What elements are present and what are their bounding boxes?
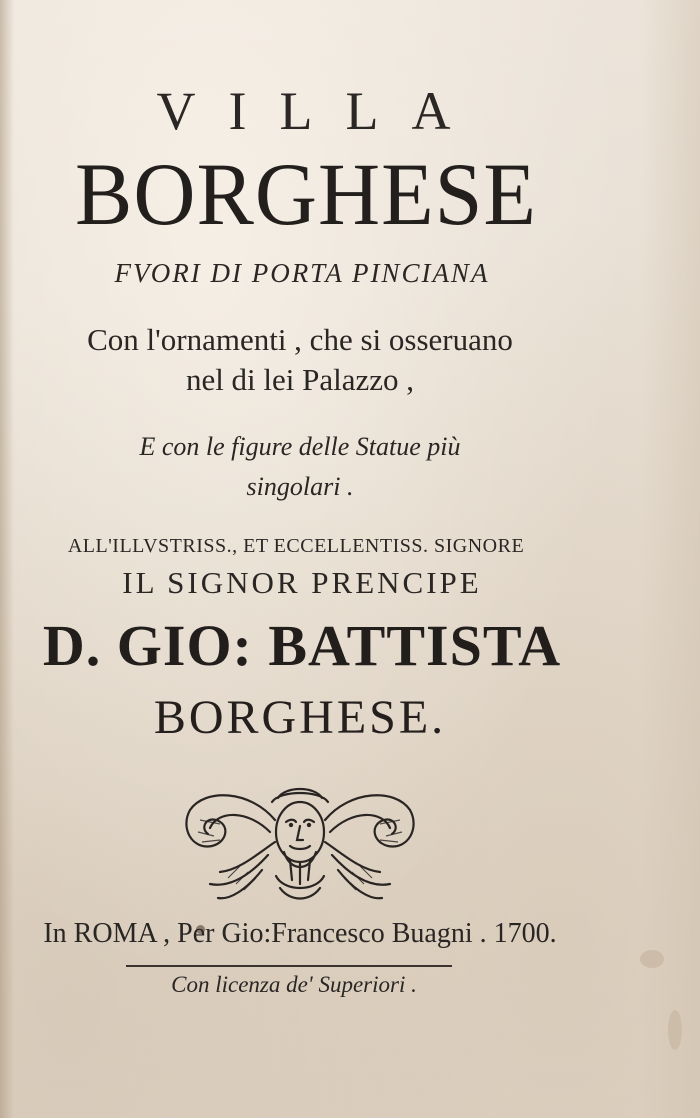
dedicatee-surname: BORGHESE. (153, 691, 447, 744)
imprint-line: In ROMA , Per Gio:Francesco Buagni . 1700. (43, 918, 557, 949)
foxing-spot (668, 1010, 682, 1050)
subtitle-porta-pinciana: FVORI DI PORTA PINCIANA (114, 258, 490, 288)
description-line-1: Con l'ornamenti , che si osseruano (87, 322, 513, 357)
statues-line-1: E con le figure delle Statue più (139, 432, 461, 461)
statues-line-2: singolari . (246, 472, 354, 501)
description-line-2: nel di lei Palazzo , (185, 362, 415, 397)
title-villa: VILLA (156, 81, 484, 141)
imprint-rule (126, 965, 452, 967)
grotesque-mask-ornament-icon (180, 780, 420, 908)
title-borghese: BORGHESE (75, 144, 537, 244)
dedicatee-name: D. GIO: BATTISTA (42, 613, 562, 678)
license-line: Con licenza de' Superiori . (171, 972, 417, 997)
honorific-line: IL SIGNOR PRENCIPE (122, 565, 482, 600)
foxing-spot (640, 950, 664, 968)
dedication-line: ALL'ILLVSTRISS., ET ECCELLENTISS. SIGNORE (67, 535, 525, 557)
